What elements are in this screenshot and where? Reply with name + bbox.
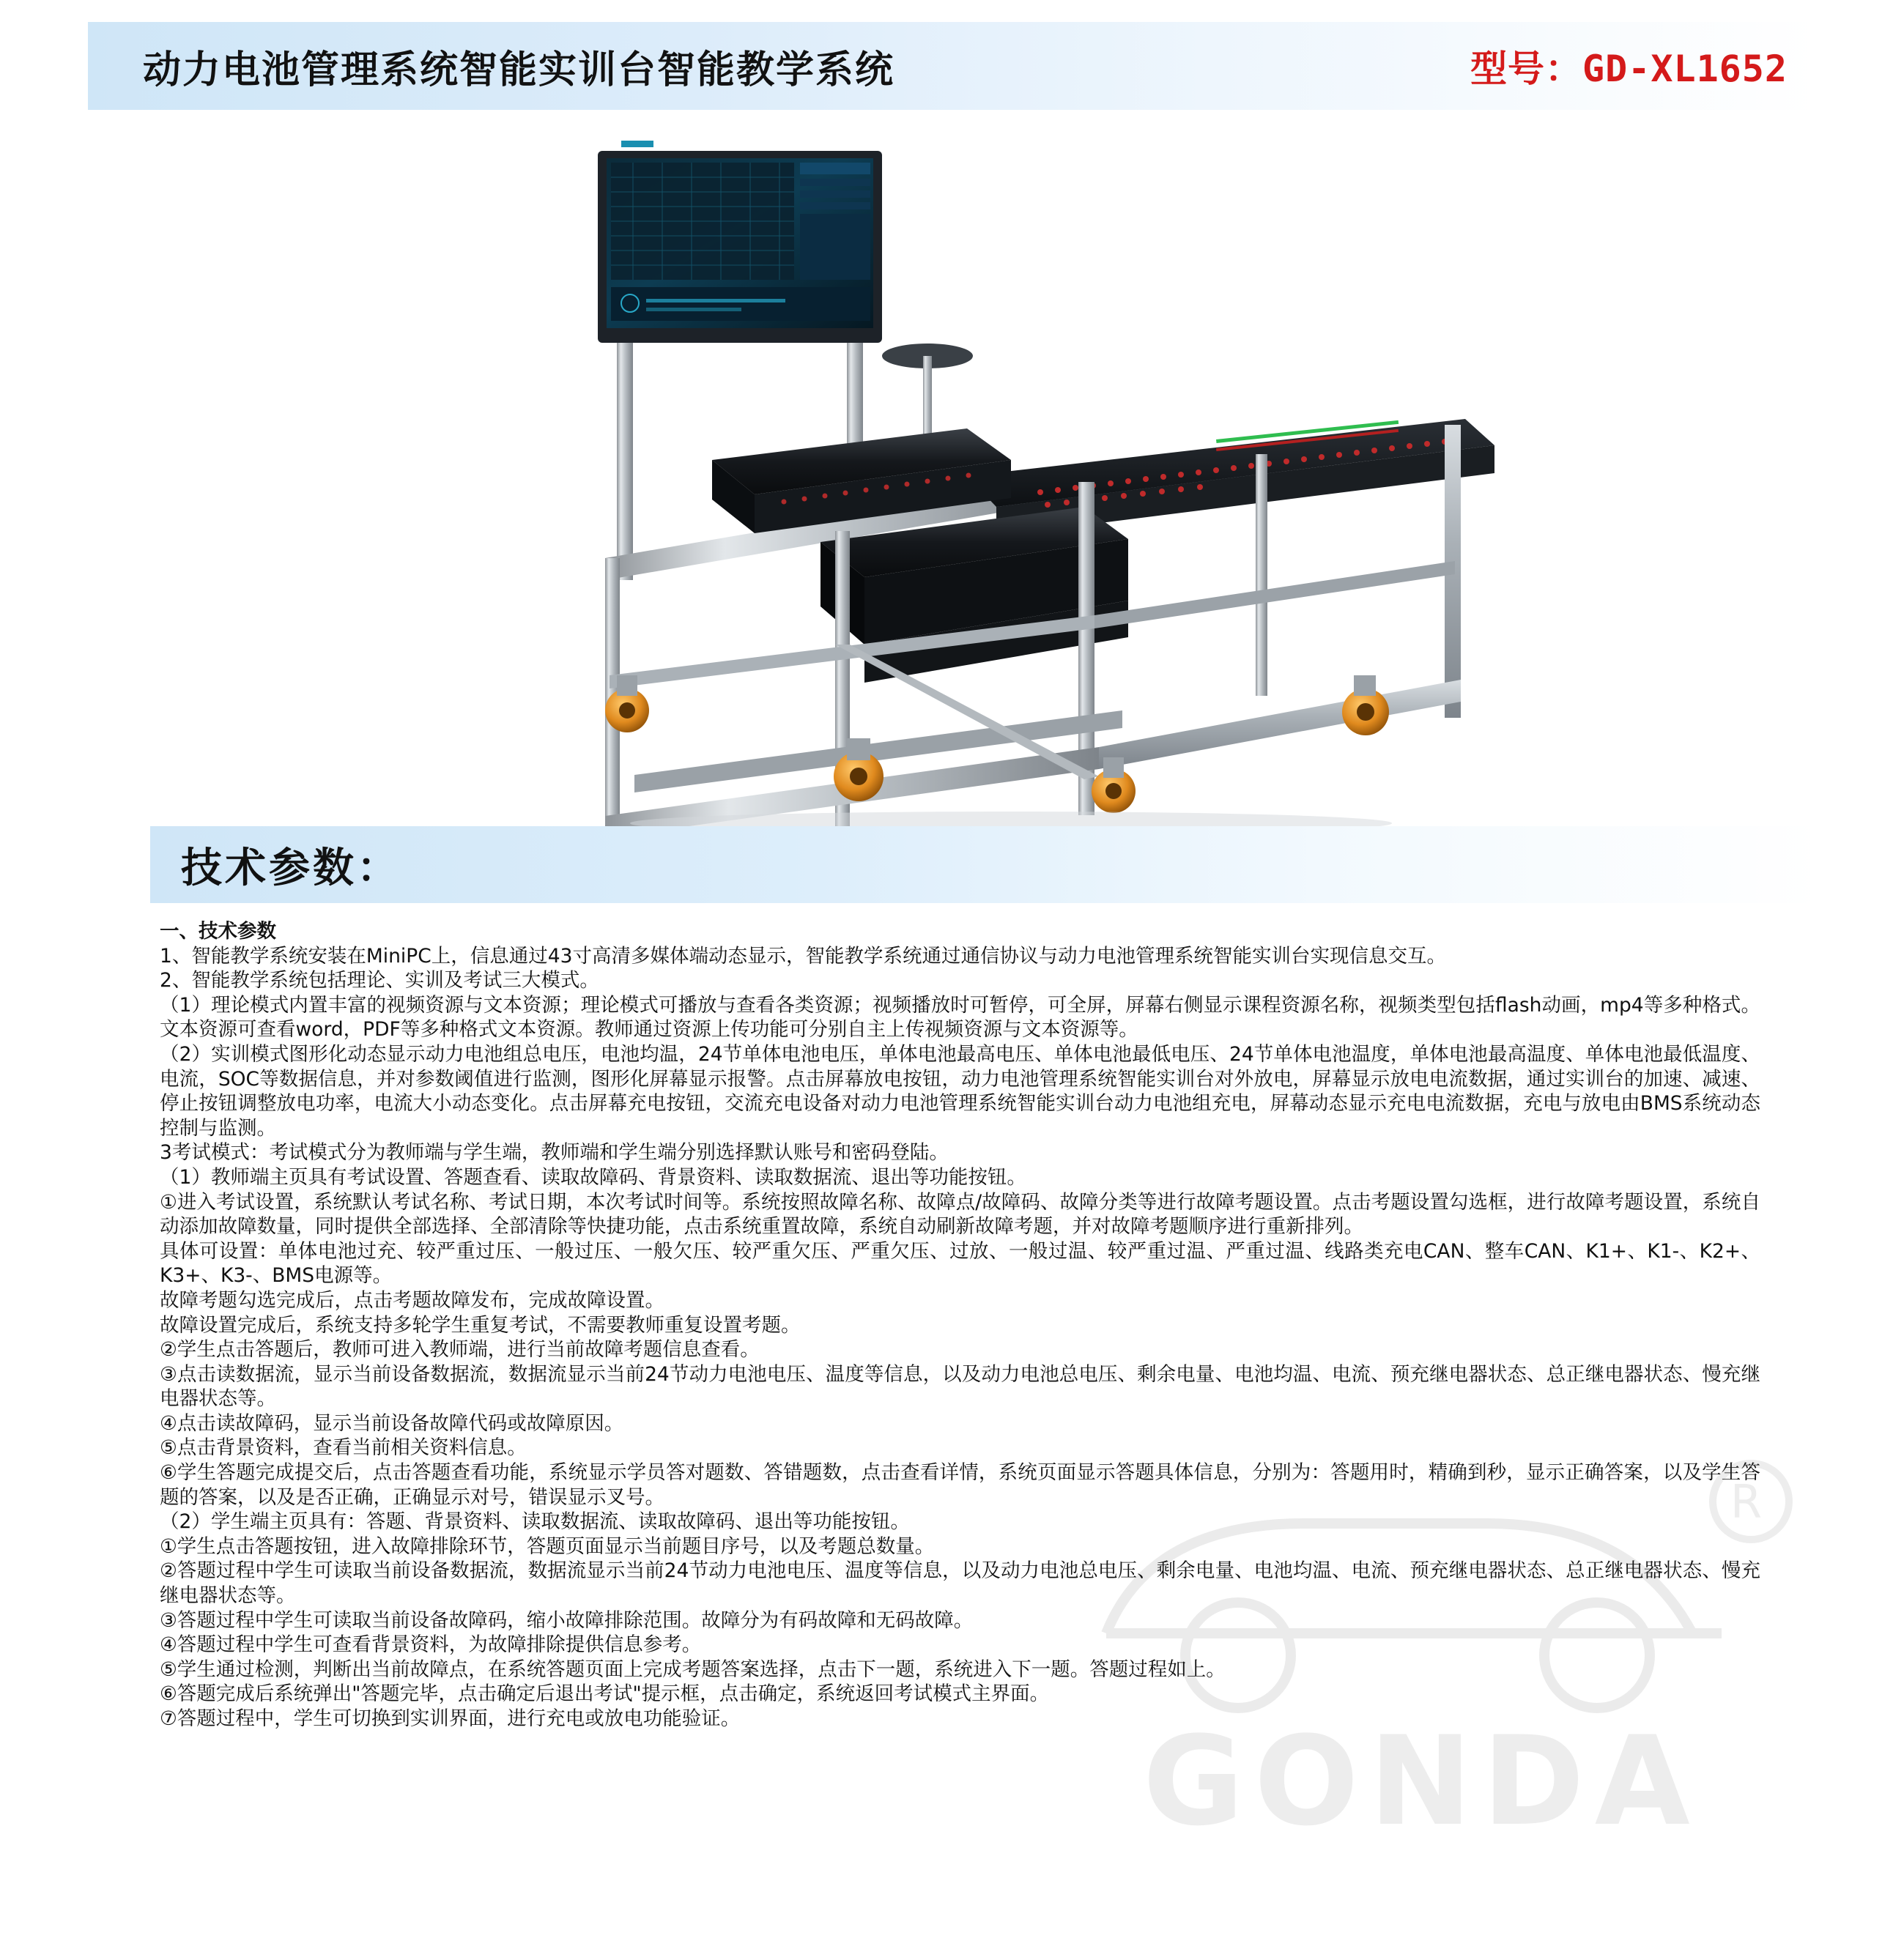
tech-params-body [160,919,1763,1731]
body-paragraph: ④答题过程中学生可查看背景资料，为故障排除提供信息参考。 [160,1633,702,1657]
body-paragraph: 故障考题勾选完成后，点击考题故障发布，完成故障设置。 [160,1288,664,1312]
product-photo-illustration [454,132,1553,835]
product-model-number: 型号：GD-XL1652 [1470,48,1788,90]
page-title: 动力电池管理系统智能实训台智能教学系统 [143,48,895,92]
body-paragraph: ②答题过程中学生可读取当前设备数据流，数据流显示当前24节动力电池电压、温度等信息，以及动力电池总电压、剩余电量、电池均温、电流、预充继电器状态、总正继电器状态、慢充继电器状态等。 [160,1559,1760,1608]
body-paragraph: 一、技术参数 [160,920,276,943]
body-paragraph: （2）学生端主页具有：答题、背景资料、读取数据流、读取故障码、退出等功能按钮。 [160,1510,910,1534]
body-paragraph: 具体可设置：单体电池过充、较严重过压、一般过压、一般欠压、较严重欠压、严重欠压、过放、一般过温、较严重过温、严重过温、线路类充电CAN、整车CAN、K1+、K1-、K2+、K3+、K3-、BMS电源等。 [160,1239,1760,1288]
body-paragraph: ⑥答题完成后系统弹出"答题完毕，点击确定后退出考试"提示框，点击确定，系统返回考试模式主界面。 [160,1682,1050,1706]
svg-text:R: R [1730,1475,1763,1529]
body-paragraph: ⑦答题过程中，学生可切换到实训界面，进行充电或放电功能验证。 [160,1707,741,1730]
body-paragraph: （1）理论模式内置丰富的视频资源与文本资源；理论模式可播放与查看各类资源；视频播放时可暂停，可全屏，屏幕右侧显示课程资源名称，视频类型包括flash动画，mp4等多种格式。文本资源可查看word，PDF等多种格式文本资源。教师通过资源上传功能可分别自主上传视频资源与文本资源等。 [160,993,1760,1042]
body-paragraph: ③答题过程中学生可读取当前设备故障码，缩小故障排除范围。故障分为有码故障和无码故障。 [160,1608,974,1632]
body-paragraph: 2、智能教学系统包括理论、实训及考试三大模式。 [160,969,599,992]
body-paragraph: （2）实训模式图形化动态显示动力电池组总电压，电池均温，24节单体电池电压，单体电池最高电压、单体电池最低电压、24节单体电池温度，单体电池最高温度、单体电池最低温度、电流，SOC等数据信息，并对参数阈值进行监测，图形化屏幕显示报警。点击屏幕放电按钮，动力电池管理系统智能实训台对外放电，屏幕显示放电电流数据，通过实训台的加速、减速、停止按钮调整放电功率，电流大小动态变化。点击屏幕充电按钮，交流充电设备对动力电池管理系统智能实训台动力电池组充电，屏幕动态显示充电电流数据，充电与放电由BMS系统动态控制与监测。 [160,1042,1760,1140]
product-photo [454,132,1553,835]
body-paragraph: ①进入考试设置，系统默认考试名称、考试日期，本次考试时间等。系统按照故障名称、故障点/故障码、故障分类等进行故障考题设置。点击考题设置勾选框，进行故障考题设置，系统自动添加故障数量，同时提供全部选择、全部清除等快捷功能，点击系统重置故障，系统自动刷新故障考题，并对故障考题顺序进行重新排列。 [160,1190,1760,1239]
body-paragraph: 3考试模式：考试模式分为教师端与学生端，教师端和学生端分别选择默认账号和密码登陆。 [160,1141,949,1165]
svg-text:GONDA: GONDA [1143,1709,1700,1853]
body-paragraph: ②学生点击答题后，教师可进入教师端，进行当前故障考题信息查看。 [160,1338,760,1362]
body-paragraph: 故障设置完成后，系统支持多轮学生重复考试，不需要教师重复设置考题。 [160,1313,801,1337]
body-paragraph: ①学生点击答题按钮，进入故障排除环节，答题页面显示当前题目序号，以及考题总数量。 [160,1534,935,1558]
section-title: 技术参数： [181,844,401,892]
body-paragraph: ④点击读故障码，显示当前设备故障代码或故障原因。 [160,1411,624,1435]
body-paragraph: （1）教师端主页具有考试设置、答题查看、读取故障码、背景资料、读取数据流、退出等功能按钮。 [160,1165,1026,1189]
body-paragraph: ⑤学生通过检测，判断出当前故障点，在系统答题页面上完成考题答案选择，点击下一题，系统进入下一题。答题过程如上。 [160,1657,1226,1681]
body-paragraph: ⑥学生答题完成提交后，点击答题查看功能，系统显示学员答对题数、答错题数，点击查看详情，系统页面显示答题具体信息，分别为：答题用时，精确到秒，显示正确答案，以及学生答题的答案，以及是否正确，正确显示对号，错误显示叉号。 [160,1461,1760,1509]
body-paragraph: ③点击读数据流，显示当前设备数据流，数据流显示当前24节动力电池电压、温度等信息，以及动力电池总电压、剩余电量、电池均温、电流、预充继电器状态、总正继电器状态、慢充继电器状态等。 [160,1362,1760,1411]
body-paragraph: 1、智能教学系统安装在MiniPC上，信息通过43寸高清多媒体端动态显示，智能教学系统通过通信协议与动力电池管理系统智能实训台实现信息交互。 [160,944,1446,968]
body-paragraph: ⑤点击背景资料，查看当前相关资料信息。 [160,1436,527,1460]
section-header-tech-params [150,826,1820,903]
page-header [88,22,1817,110]
